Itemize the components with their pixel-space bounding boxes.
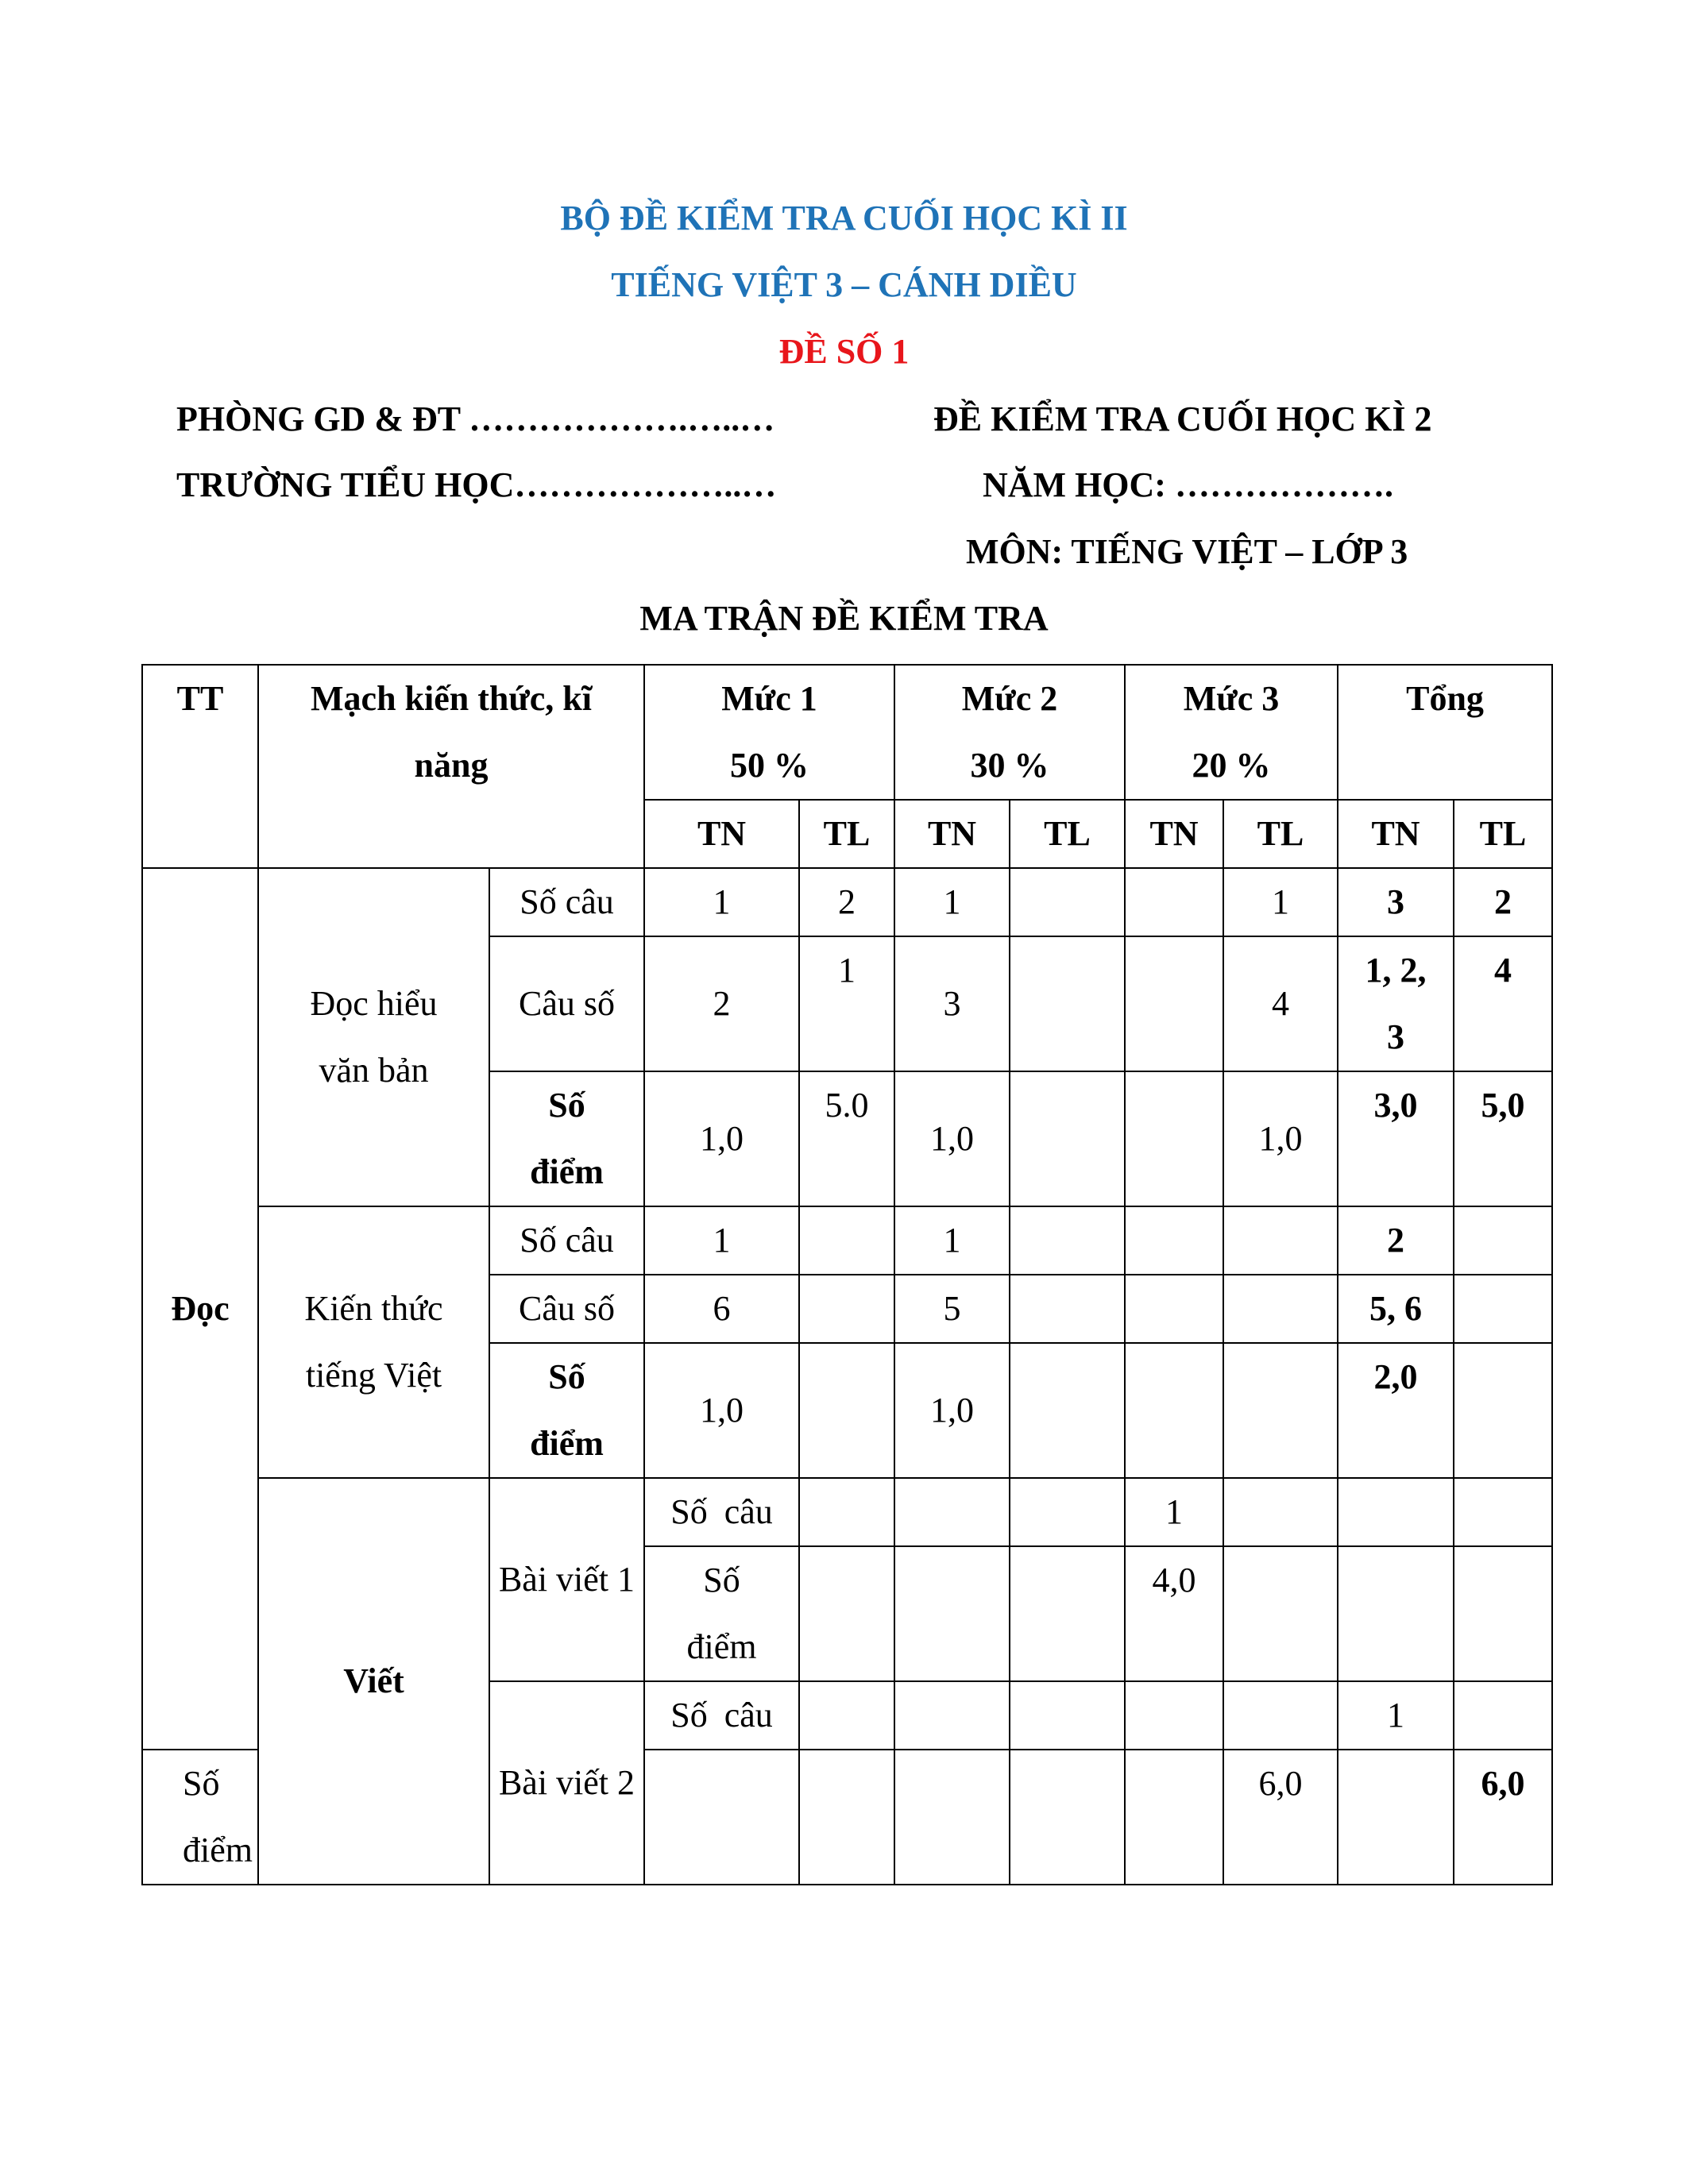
row-label: Số câu — [644, 1681, 799, 1750]
cell-total — [1454, 1681, 1552, 1750]
cell — [799, 1343, 894, 1478]
row-label: Số điểm — [489, 1071, 644, 1206]
doc-subtitle: TIẾNG VIỆT 3 – CÁNH DIỀU — [611, 265, 1077, 304]
cell — [1010, 1275, 1125, 1343]
cell: 1,0 — [644, 1071, 799, 1206]
cell — [1125, 1275, 1223, 1343]
header-level-2: Mức 2 30 % — [894, 665, 1125, 800]
cell — [1223, 1206, 1338, 1275]
section-viet: Viết — [258, 1478, 489, 1885]
cell: 1 — [894, 868, 1010, 936]
cell: 1 — [644, 868, 799, 936]
cell — [799, 1275, 894, 1343]
cell — [644, 1750, 799, 1885]
cell: 1,0 — [1223, 1071, 1338, 1206]
cell — [894, 1681, 1010, 1750]
cell — [1125, 936, 1223, 1071]
cell-total: 6,0 — [1454, 1750, 1552, 1885]
group-essay-2: Bài viết 2 — [489, 1681, 644, 1885]
cell — [1223, 1343, 1338, 1478]
cell: 3 — [894, 936, 1010, 1071]
cell — [1125, 1750, 1223, 1885]
cell-total: 5, 6 — [1338, 1275, 1454, 1343]
department-line: PHÒNG GD & ĐT ……………….…..… — [176, 399, 775, 438]
table-row — [142, 1206, 1552, 1275]
row-label: Số điểm — [489, 1343, 644, 1478]
cell — [1010, 1478, 1125, 1546]
cell-total: 2 — [1454, 868, 1552, 936]
cell: 1 — [799, 936, 894, 1071]
cell — [1223, 1546, 1338, 1681]
row-label: Số câu — [489, 1206, 644, 1275]
cell: 5 — [894, 1275, 1010, 1343]
table-row — [142, 1478, 1552, 1546]
exam-name-line: ĐỀ KIỂM TRA CUỐI HỌC KÌ 2 — [933, 399, 1432, 438]
school-line: TRƯỜNG TIỂU HỌC………………..… — [176, 465, 777, 504]
cell-total: 3 — [1338, 868, 1454, 936]
cell — [1338, 1546, 1454, 1681]
header-tl: TL — [1454, 800, 1552, 868]
cell — [894, 1750, 1010, 1885]
section-doc: Đọc — [142, 868, 258, 1750]
cell: 1 — [1223, 868, 1338, 936]
header-tl: TL — [1010, 800, 1125, 868]
cell-total — [1454, 1206, 1552, 1275]
cell — [1010, 1750, 1125, 1885]
exam-matrix-table — [141, 664, 1553, 1885]
header-row-levels — [142, 665, 1552, 800]
header-tn: TN — [894, 800, 1010, 868]
cell — [799, 1750, 894, 1885]
cell: 6 — [644, 1275, 799, 1343]
cell-total: 5,0 — [1454, 1071, 1552, 1206]
cell: 1 — [894, 1206, 1010, 1275]
cell — [1010, 1681, 1125, 1750]
header-tt: TT — [142, 665, 258, 868]
cell — [799, 1478, 894, 1546]
doc-main-title: BỘ ĐỀ KIỂM TRA CUỐI HỌC KÌ II — [560, 199, 1128, 237]
school-year-line: NĂM HỌC: ………………. — [983, 465, 1393, 504]
header-tn: TN — [644, 800, 799, 868]
cell — [1223, 1478, 1338, 1546]
cell: 5.0 — [799, 1071, 894, 1206]
cell: 1,0 — [894, 1071, 1010, 1206]
header-tl: TL — [1223, 800, 1338, 868]
header-tn: TN — [1125, 800, 1223, 868]
group-reading: Đọc hiểu văn bản — [258, 868, 489, 1206]
group-knowledge: Kiến thức tiếng Việt — [258, 1206, 489, 1478]
cell — [799, 1546, 894, 1681]
cell — [1125, 1681, 1223, 1750]
cell: 4,0 — [1125, 1546, 1223, 1681]
cell — [799, 1681, 894, 1750]
cell — [1223, 1681, 1338, 1750]
row-label: Số điểm — [142, 1750, 258, 1885]
cell-total: 2 — [1338, 1206, 1454, 1275]
row-label: Câu số — [489, 936, 644, 1071]
header-tn: TN — [1338, 800, 1454, 868]
cell — [1125, 1206, 1223, 1275]
cell — [1125, 868, 1223, 936]
cell-total: 1, 2, 3 — [1338, 936, 1454, 1071]
cell — [894, 1478, 1010, 1546]
cell: 1,0 — [644, 1343, 799, 1478]
cell-total — [1454, 1478, 1552, 1546]
cell — [894, 1546, 1010, 1681]
row-label: Số câu — [644, 1478, 799, 1546]
header-tl: TL — [799, 800, 894, 868]
cell-total: 3,0 — [1338, 1071, 1454, 1206]
header-level-1: Mức 1 50 % — [644, 665, 894, 800]
matrix-title: MA TRẬN ĐỀ KIỂM TRA — [639, 599, 1049, 638]
cell — [1338, 1478, 1454, 1546]
exam-number: ĐỀ SỐ 1 — [778, 332, 910, 371]
cell-total: 4 — [1454, 936, 1552, 1071]
subject-line: MÔN: TIẾNG VIỆT – LỚP 3 — [966, 532, 1408, 571]
cell — [1010, 1546, 1125, 1681]
cell — [1010, 1071, 1125, 1206]
row-label: Câu số — [489, 1275, 644, 1343]
cell-total — [1454, 1546, 1552, 1681]
cell: 2 — [799, 868, 894, 936]
header-level-3: Mức 3 20 % — [1125, 665, 1338, 800]
cell: 1 — [644, 1206, 799, 1275]
header-total: Tổng — [1338, 665, 1552, 800]
cell: 1,0 — [894, 1343, 1010, 1478]
cell — [1010, 1206, 1125, 1275]
cell: 1 — [1125, 1478, 1223, 1546]
cell — [1125, 1343, 1223, 1478]
cell — [1010, 868, 1125, 936]
cell-total — [1454, 1275, 1552, 1343]
cell: 6,0 — [1223, 1750, 1338, 1885]
cell — [1125, 1071, 1223, 1206]
row-label: Số câu — [489, 868, 644, 936]
table-row — [142, 868, 1552, 936]
row-label: Số điểm — [644, 1546, 799, 1681]
cell — [1223, 1275, 1338, 1343]
cell: 2 — [644, 936, 799, 1071]
cell: 4 — [1223, 936, 1338, 1071]
cell-total — [1454, 1343, 1552, 1478]
cell-total — [1338, 1750, 1454, 1885]
cell: 1 — [1338, 1681, 1454, 1750]
cell-total: 2,0 — [1338, 1343, 1454, 1478]
cell — [799, 1206, 894, 1275]
header-skill: Mạch kiến thức, kĩ năng — [258, 665, 644, 868]
cell — [1010, 1343, 1125, 1478]
group-essay-1: Bài viết 1 — [489, 1478, 644, 1681]
cell — [1010, 936, 1125, 1071]
